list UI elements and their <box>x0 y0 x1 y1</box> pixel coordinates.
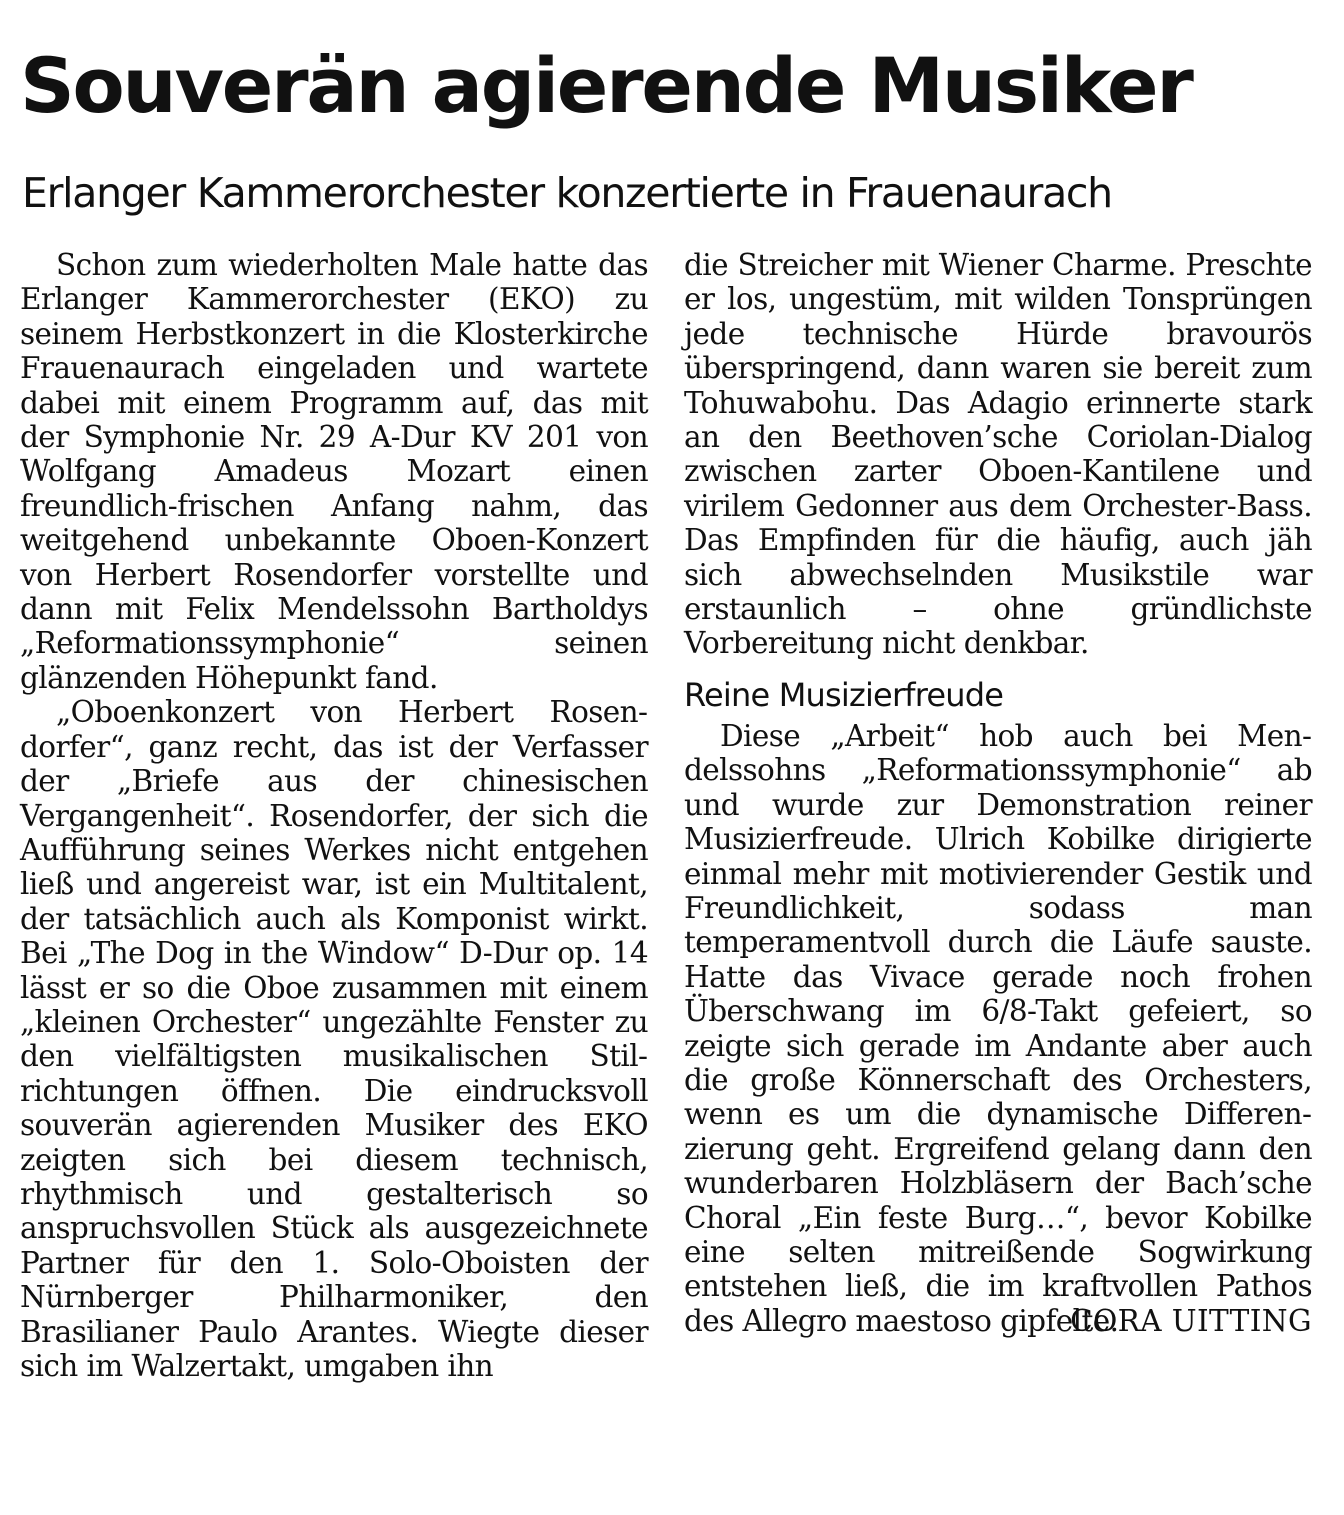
article-column-left <box>20 248 648 1383</box>
article-headline: Souverän agierende Musiker <box>20 41 1192 130</box>
article-paragraph: Schon zum wiederholten Male hatte das Erlanger Kammerorchester (EKO) zu seinem Herbstkonzert in die Klosterkirche Frauenaurach eingeladen und wartete dabei mit einem Programm auf, das mit der Symphonie Nr. 29 A-Dur KV 201 von Wolfgang Amadeus Mozart einen freundlich-frischen Anfang nahm, das weitgehend unbekannte Oboen-Konzert von Herbert Rosendorfer vorstellte und dann mit Felix Mendelssohn Bartholdys „Reformationssymphonie“ seinen glänzenden Höhepunkt fand. <box>20 248 648 695</box>
article-paragraph: Diese „Arbeit“ hob auch bei Mendelssohns „Reformationssymphonie“ ab und wurde zur Demonstration reiner Musizierfreude. Ulrich Kobilke dirigierte einmal mehr mit motivierender Gestik und Freundlichkeit, sodass man temperamentvoll durch die Läufe sauste. Hatte das Vivace gerade noch frohen Überschwang im 6/8-Takt gefeiert, so zeigte sich gerade im Andante aber auch die große Könnerschaft des Orchesters, wenn es um die dynamische Differenzierung geht. Ergreifend gelang dann den wunderbaren Holzbläsern der Bach’sche Choral „Ein feste Burg…“, bevor Kobilke eine selten mitreißende Sogwirkung entstehen ließ, die im kraftvollen Pathos des Allegro maestoso gipfelte. <box>684 718 1312 1338</box>
article-subheadline: Erlanger Kammerorchester konzertierte in Frauenaurach <box>22 169 1112 217</box>
article-paragraph: „Oboenkonzert von Herbert Rosendorfer“, ganz recht, das ist der Verfasser der „Briefe aus der chinesischen Vergangenheit“. Rosendorfer, der sich die Aufführung seines Werkes nicht entgehen ließ und angereist war, ist ein Multitalent, der tatsächlich auch als Komponist wirkt. Bei „The Dog in the Window“ D-Dur op. 14 lässt er so die Oboe zusammen mit einem „kleinen Orchester“ ungezählte Fenster zu den vielfältigsten musikalischen Stilrichtungen öffnen. Die eindrucksvoll souverän agierenden Musiker des EKO zeigten sich bei diesem technisch, rhythmisch und gestalterisch so anspruchsvollen Stück als ausgezeichnete Partner für den 1. Solo-Oboisten der Nürnberger Philharmoniker, den Brasilianer Paulo Arantes. Wiegte dieser sich im Walzertakt, umgaben ihn <box>20 695 648 1383</box>
section-subheading: Reine Musizierfreude <box>684 675 1004 714</box>
author-byline: CORA UITTING <box>1070 1303 1312 1338</box>
article-paragraph: die Streicher mit Wiener Charme. Preschte er los, ungestüm, mit wilden Tonsprüngen jede technische Hürde bravourös überspringend, dann waren sie bereit zum Tohuwabohu. Das Adagio erinnerte stark an den Beethoven’sche Coriolan-Dialog zwischen zarter Oboen-Kantilene und virilem Gedonner aus dem Orchester-Bass. Das Empfinden für die häufig, auch jäh sich abwechselnden Musikstile war erstaunlich – ohne gründlichste Vorbereitung nicht denkbar. <box>684 248 1312 661</box>
article-column-right <box>684 248 1312 1338</box>
final-paragraph-block <box>684 719 1312 1338</box>
